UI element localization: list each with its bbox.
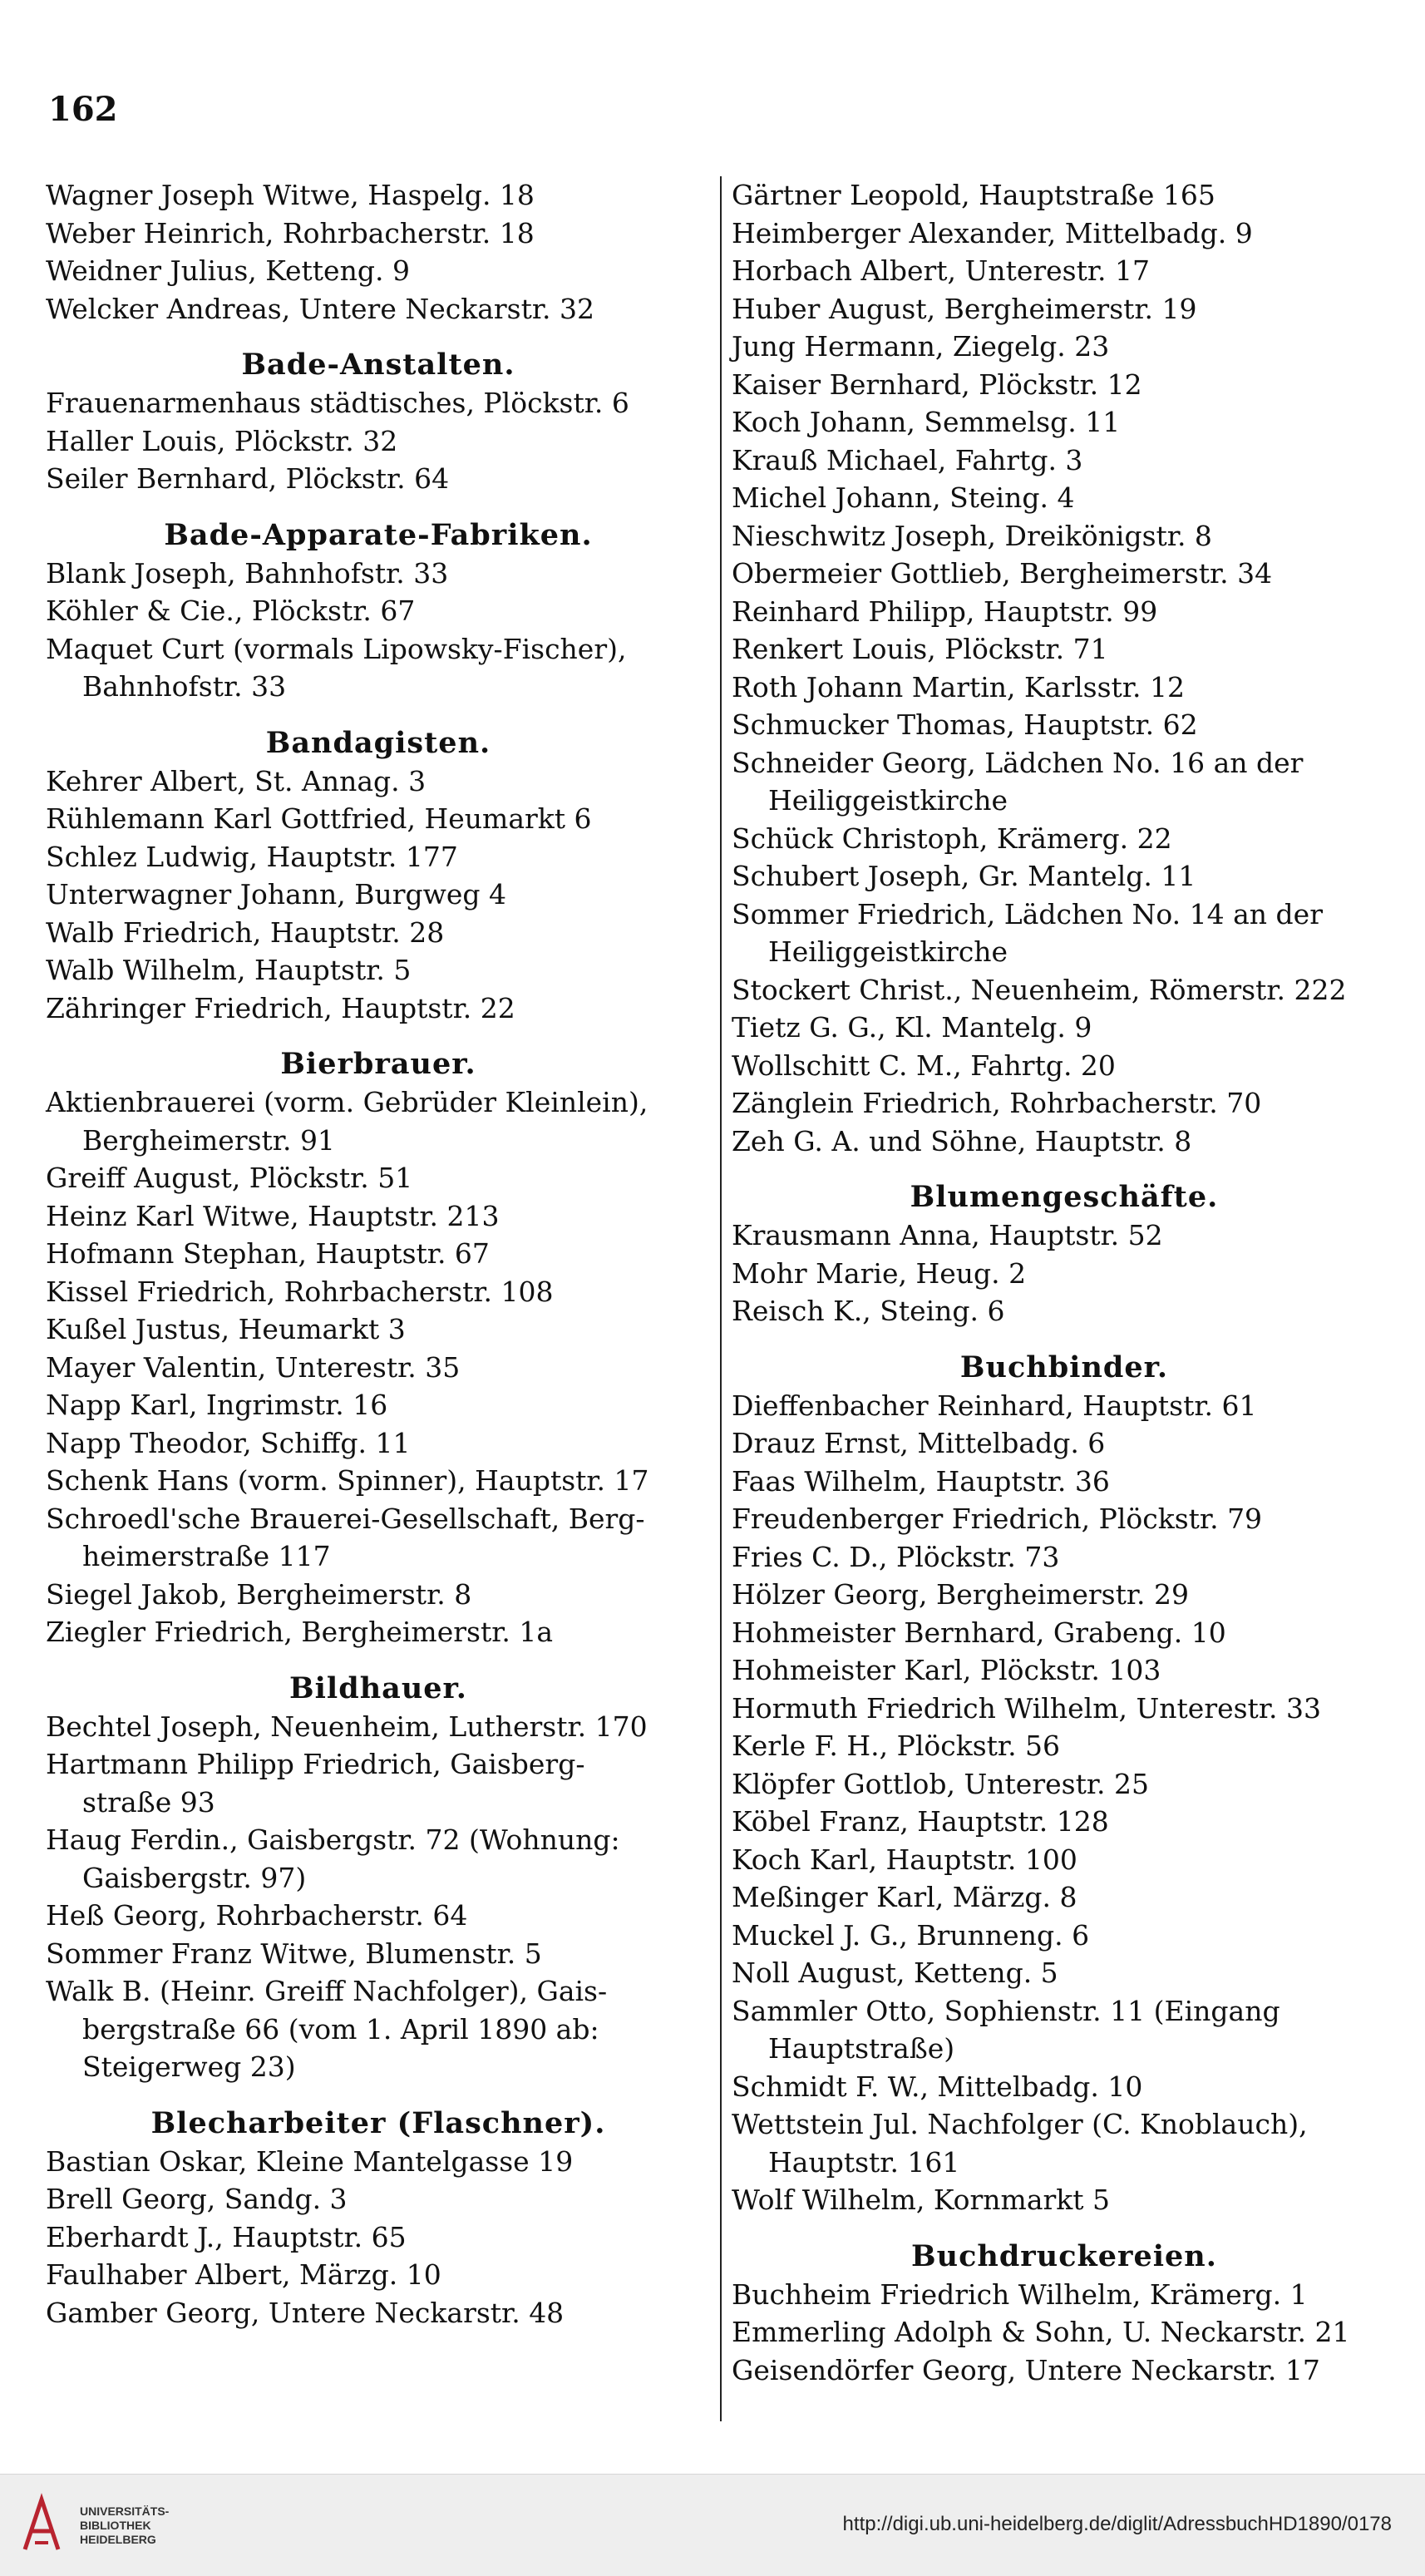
directory-entry: Koch Johann, Semmelsg. 11 — [732, 406, 1121, 438]
directory-entry: Welcker Andreas, Untere Neckarstr. 32 — [46, 292, 594, 325]
directory-entry: Krausmann Anna, Hauptstr. 52 — [732, 1219, 1163, 1251]
directory-entry: Hölzer Georg, Bergheimerstr. 29 — [732, 1578, 1189, 1611]
section-heading: Buchdruckereien. — [911, 2238, 1217, 2273]
directory-entry: Köbel Franz, Hauptstr. 128 — [732, 1805, 1109, 1838]
section-heading: Blumengeschäfte. — [910, 1180, 1219, 1214]
directory-entry: Tietz G. G., Kl. Mantelg. 9 — [732, 1011, 1092, 1044]
directory-entry: Frauenarmenhaus städtisches, Plöckstr. 6 — [46, 387, 629, 419]
directory-entry: Roth Johann Martin, Karlsstr. 12 — [732, 670, 1185, 703]
library-name-line: BIBLIOTHEK — [80, 2519, 151, 2532]
page-number: 162 — [48, 90, 118, 129]
directory-entry: Unterwagner Johann, Burgweg 4 — [46, 878, 507, 910]
directory-entry: Bechtel Joseph, Neuenheim, Lutherstr. 170 — [46, 1710, 648, 1743]
section-heading: Blecharbeiter (Flaschner). — [150, 2105, 606, 2140]
directory-entry: Drauz Ernst, Mittelbadg. 6 — [732, 1427, 1106, 1459]
section-heading: Buchbinder. — [959, 1350, 1169, 1384]
entry-continuation: Bahnhofstr. 33 — [82, 670, 287, 703]
entry-continuation: Gaisbergstr. 97) — [82, 1861, 307, 1894]
directory-entry: Stockert Christ., Neuenheim, Römerstr. 222 — [732, 973, 1347, 1006]
section-heading: Bade-Apparate-Fabriken. — [164, 517, 593, 552]
directory-entry: Hohmeister Bernhard, Grabeng. 10 — [732, 1616, 1226, 1649]
entry-continuation: Steigerweg 23) — [82, 2050, 296, 2083]
directory-entry: Hartmann Philipp Friedrich, Gaisberg- — [46, 1748, 585, 1780]
directory-entry: Napp Karl, Ingrimstr. 16 — [46, 1389, 388, 1421]
directory-entry: Schmucker Thomas, Hauptstr. 62 — [732, 708, 1198, 741]
directory-entry: Freudenberger Friedrich, Plöckstr. 79 — [732, 1503, 1263, 1535]
entry-continuation: straße 93 — [82, 1785, 215, 1818]
directory-entry: Meßinger Karl, Märzg. 8 — [732, 1881, 1077, 1913]
directory-entry: Hormuth Friedrich Wilhelm, Unterestr. 33 — [732, 1691, 1321, 1725]
directory-entry: Faulhaber Albert, Märzg. 10 — [46, 2258, 441, 2291]
directory-entry: Haug Ferdin., Gaisbergstr. 72 (Wohnung: — [46, 1823, 620, 1856]
directory-entry: Jung Hermann, Ziegelg. 23 — [732, 330, 1110, 363]
directory-entry: Schück Christoph, Krämerg. 22 — [732, 822, 1172, 855]
directory-entry: Obermeier Gottlieb, Bergheimerstr. 34 — [732, 557, 1273, 590]
directory-entry: Heimberger Alexander, Mittelbadg. 9 — [732, 216, 1253, 249]
entry-continuation: Heiliggeistkirche — [768, 935, 1008, 968]
directory-entry: Reisch K., Steing. 6 — [732, 1295, 1005, 1327]
directory-entry: Buchheim Friedrich Wilhelm, Krämerg. 1 — [732, 2277, 1308, 2311]
directory-entry: Ziegler Friedrich, Bergheimerstr. 1a — [46, 1616, 554, 1648]
directory-entry: Reinhard Philipp, Hauptstr. 99 — [732, 595, 1158, 628]
directory-entry: Schubert Joseph, Gr. Mantelg. 11 — [732, 860, 1196, 892]
directory-entry: Sommer Franz Witwe, Blumenstr. 5 — [46, 1937, 542, 1970]
directory-entry: Horbach Albert, Unterestr. 17 — [732, 254, 1150, 287]
entry-continuation: heimerstraße 117 — [82, 1540, 331, 1572]
directory-entry: Zeh G. A. und Söhne, Hauptstr. 8 — [732, 1124, 1192, 1157]
directory-entry: Weidner Julius, Ketteng. 9 — [46, 254, 410, 287]
directory-entry: Schmidt F. W., Mittelbadg. 10 — [732, 2070, 1143, 2103]
directory-entry: Blank Joseph, Bahnhofstr. 33 — [46, 556, 449, 590]
section-heading: Bildhauer. — [289, 1670, 467, 1705]
directory-entry: Schlez Ludwig, Hauptstr. 177 — [46, 840, 458, 873]
directory-entry: Walb Friedrich, Hauptstr. 28 — [46, 915, 445, 949]
library-name-line: HEIDELBERG — [80, 2533, 156, 2546]
directory-entry: Nieschwitz Joseph, Dreikönigstr. 8 — [732, 519, 1212, 552]
directory-entry: Zähringer Friedrich, Hauptstr. 22 — [46, 991, 515, 1024]
directory-entry: Eberhardt J., Hauptstr. 65 — [46, 2220, 407, 2253]
column-divider — [720, 176, 722, 2421]
directory-entry: Kehrer Albert, St. Annag. 3 — [46, 764, 427, 797]
directory-entry: Schenk Hans (vorm. Spinner), Hauptstr. 17 — [46, 1464, 649, 1497]
directory-entry: Sammler Otto, Sophienstr. 11 (Eingang — [732, 1994, 1280, 2027]
directory-entry: Greiff August, Plöckstr. 51 — [46, 1162, 413, 1194]
section-heading: Bandagisten. — [265, 725, 491, 760]
directory-entry: Hofmann Stephan, Hauptstr. 67 — [46, 1237, 490, 1270]
directory-entry: Gärtner Leopold, Hauptstraße 165 — [732, 179, 1215, 211]
entry-continuation: bergstraße 66 (vom 1. April 1890 ab: — [82, 2012, 599, 2046]
directory-entry: Geisendörfer Georg, Untere Neckarstr. 17 — [732, 2353, 1320, 2386]
directory-entry: Heß Georg, Rohrbacherstr. 64 — [46, 1899, 468, 1932]
directory-entry: Mayer Valentin, Unterestr. 35 — [46, 1350, 461, 1384]
library-name-line: UNIVERSITÄTS- — [80, 2504, 170, 2518]
directory-entry: Kissel Friedrich, Rohrbacherstr. 108 — [46, 1275, 554, 1308]
directory-entry: Brell Georg, Sandg. 3 — [46, 2183, 348, 2215]
directory-entry: Noll August, Ketteng. 5 — [732, 1957, 1058, 1989]
directory-entry: Kerle F. H., Plöckstr. 56 — [732, 1730, 1061, 1762]
directory-entry: Zänglein Friedrich, Rohrbacherstr. 70 — [732, 1087, 1262, 1119]
directory-entry: Faas Wilhelm, Hauptstr. 36 — [732, 1464, 1110, 1498]
directory-entry: Koch Karl, Hauptstr. 100 — [732, 1843, 1077, 1876]
university-logo-icon — [17, 2491, 67, 2558]
directory-entry: Mohr Marie, Heug. 2 — [732, 1256, 1027, 1290]
directory-entry: Klöpfer Gottlob, Unterestr. 25 — [732, 1767, 1149, 1800]
directory-entry: Walb Wilhelm, Hauptstr. 5 — [46, 954, 412, 986]
directory-entry: Muckel J. G., Brunneng. 6 — [732, 1918, 1090, 1952]
directory-entry: Fries C. D., Plöckstr. 73 — [732, 1540, 1060, 1573]
directory-entry: Wollschitt C. M., Fahrtg. 20 — [732, 1049, 1116, 1082]
directory-entry: Heinz Karl Witwe, Hauptstr. 213 — [46, 1199, 500, 1232]
directory-entry: Walk B. (Heinr. Greiff Nachfolger), Gais- — [46, 1975, 608, 2007]
directory-entry: Huber August, Bergheimerstr. 19 — [732, 292, 1197, 325]
directory-entry: Haller Louis, Plöckstr. 32 — [46, 424, 398, 457]
directory-entry: Seiler Bernhard, Plöckstr. 64 — [46, 462, 450, 495]
directory-entry: Köhler & Cie., Plöckstr. 67 — [46, 595, 416, 627]
directory-entry: Napp Theodor, Schiffg. 11 — [46, 1426, 411, 1459]
entry-continuation: Bergheimerstr. 91 — [82, 1123, 335, 1157]
entry-continuation: Heiliggeistkirche — [768, 784, 1008, 817]
directory-entry: Schroedl'sche Brauerei-Gesellschaft, Berg- — [46, 1502, 645, 1535]
directory-entry: Maquet Curt (vormals Lipowsky-Fischer), — [46, 632, 627, 665]
entry-continuation: Hauptstr. 161 — [768, 2145, 960, 2179]
section-heading: Bade-Anstalten. — [241, 348, 515, 382]
directory-entry: Michel Johann, Steing. 4 — [732, 481, 1075, 514]
directory-entry: Sommer Friedrich, Lädchen No. 14 an der — [732, 897, 1323, 930]
directory-entry: Kußel Justus, Heumarkt 3 — [46, 1313, 406, 1345]
directory-entry: Renkert Louis, Plöckstr. 71 — [732, 633, 1108, 665]
left-column — [46, 176, 711, 2332]
directory-entry: Rühlemann Karl Gottfried, Heumarkt 6 — [46, 802, 592, 835]
directory-entry: Wagner Joseph Witwe, Haspelg. 18 — [46, 179, 535, 211]
directory-entry: Kaiser Bernhard, Plöckstr. 12 — [732, 368, 1142, 401]
section-heading: Bierbrauer. — [280, 1047, 476, 1081]
directory-entry: Krauß Michael, Fahrtg. 3 — [732, 443, 1083, 476]
library-name — [80, 2504, 169, 2547]
directory-entry: Bastian Oskar, Kleine Mantelgasse 19 — [46, 2144, 574, 2178]
source-url[interactable]: http://digi.ub.uni-heidelberg.de/diglit/AdressbuchHD1890/0178 — [842, 2513, 1392, 2535]
directory-entry: Emmerling Adolph & Sohn, U. Neckarstr. 21 — [732, 2316, 1350, 2348]
footer-bar — [0, 2474, 1425, 2576]
directory-entry: Gamber Georg, Untere Neckarstr. 48 — [46, 2296, 565, 2329]
directory-entry: Weber Heinrich, Rohrbacherstr. 18 — [46, 216, 535, 249]
directory-entry: Schneider Georg, Lädchen No. 16 an der — [732, 746, 1304, 779]
directory-entry: Wolf Wilhelm, Kornmarkt 5 — [732, 2184, 1111, 2216]
directory-entry: Wettstein Jul. Nachfolger (C. Knoblauch), — [732, 2108, 1308, 2140]
directory-entry: Hohmeister Karl, Plöckstr. 103 — [732, 1654, 1161, 1686]
entry-continuation: Hauptstraße) — [768, 2032, 955, 2065]
directory-entry: Dieffenbacher Reinhard, Hauptstr. 61 — [732, 1389, 1257, 1422]
right-column — [732, 176, 1397, 2389]
directory-entry: Siegel Jakob, Bergheimerstr. 8 — [46, 1577, 472, 1611]
directory-entry: Aktienbrauerei (vorm. Gebrüder Kleinlein), — [46, 1086, 648, 1118]
